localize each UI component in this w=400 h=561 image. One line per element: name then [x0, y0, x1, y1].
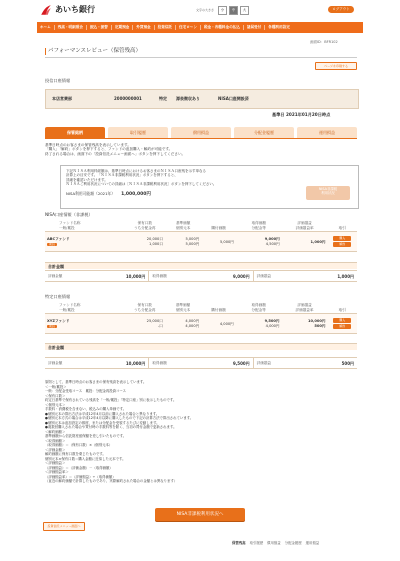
col-trade — [328, 220, 358, 232]
units-value: 25,000口 — [146, 319, 163, 324]
footer-link-investment-pl[interactable]: 運用損益 — [305, 541, 320, 545]
notes — [45, 380, 357, 484]
purchase-cell — [201, 314, 236, 334]
col-price-line: 個別元本 — [175, 307, 191, 312]
total-label: 評価金額 — [48, 360, 63, 365]
description — [45, 143, 345, 156]
footer-link-distribution-history[interactable]: 分配金履歴 — [284, 541, 302, 545]
col-purchase-line: 購付価額 — [211, 307, 226, 312]
nav-item-housing-loan[interactable]: 住宅ローン — [176, 25, 201, 29]
col-valuation-line: 分配金等 — [251, 307, 266, 312]
price-sub-value: 5,000円 — [185, 241, 200, 246]
col-profit-line: 評価損益率 — [295, 307, 314, 312]
table-row — [45, 314, 357, 334]
price-value: 5,000円 — [185, 237, 200, 242]
sell-button[interactable]: 解約 — [333, 242, 351, 247]
fund-cell — [45, 314, 125, 334]
total-value: 9,500円 — [233, 360, 250, 366]
footer-links — [232, 541, 319, 545]
total-value: 10,000円 — [125, 273, 146, 279]
units-sub-value: 1,000口 — [149, 241, 163, 246]
note-line: （直近の解約価額で計算したものであり、実際解約された場合の金額とは異なります） — [45, 479, 178, 484]
account-section-title: 投信口座情報 — [45, 78, 71, 83]
nisa-total-row — [45, 270, 357, 282]
note-line: 約定日基準で保有されている残高を「一般/累投」「特定口座」別に表示したものです。 — [45, 398, 177, 403]
nisa-limit — [66, 192, 151, 198]
note-line: ＜取得価額＞ — [45, 438, 66, 443]
col-price-line: 基準価額 — [175, 221, 191, 225]
col-price-line: 個別元本 — [175, 225, 191, 230]
col-fund-line: ファンド名称 — [59, 221, 81, 225]
profit-value: 1,000円 — [310, 239, 326, 244]
table-row — [45, 232, 357, 252]
font-size-control — [196, 6, 249, 15]
note-line: 原則として、基準日時点のお客さまの保有残高を表示しています。 — [45, 380, 147, 384]
buy-button[interactable]: 購入 — [333, 318, 351, 323]
sell-button[interactable]: 解約 — [333, 324, 351, 329]
col-profit-line: 評価損益 — [297, 303, 312, 307]
profit-sub-value: 500円 — [314, 323, 326, 328]
valuation-sub-value: 4,500円 — [265, 241, 280, 246]
print-page-button[interactable]: ページを印刷する — [315, 62, 357, 70]
units-cell — [125, 232, 165, 252]
col-trade-line: 取引 — [338, 307, 346, 312]
nav-item-time-deposit[interactable]: 定期預金 — [112, 25, 133, 29]
tab-trade-history[interactable]: 取引履歴 — [108, 127, 168, 138]
note-line: （評価損益）＝（評価金額）－（取得価額） — [45, 465, 113, 470]
col-profit-line: 評価損益 — [297, 221, 312, 225]
col-trade-line: 取引 — [338, 225, 346, 230]
col-profit — [282, 302, 328, 314]
trade-cell — [327, 314, 357, 334]
nisa-limit-value: 1,000,000円 — [121, 192, 151, 197]
nav-item-fx-deposit[interactable]: 外貨預金 — [133, 25, 154, 29]
note-line: 一般：分配金受取コース 累投：分配金再投資コース — [45, 389, 127, 394]
total-cell — [45, 271, 149, 281]
purchase-cell — [201, 232, 236, 252]
note-line: 解約価額に保有口数を乗じたものです。 — [45, 452, 106, 457]
description-line: 基準日時点のお客さまの保管残高を表示しています。 — [45, 143, 131, 147]
description-line: 「購入」「解約」ボタンを押下すると、ファンドの追加購入・解約が可能です。 — [45, 147, 173, 152]
col-profit-line: 評価損益率 — [295, 225, 314, 230]
tab-distribution-history[interactable]: 分配金履歴 — [234, 127, 294, 138]
note-line: ●複数回購入された場合や買付時の手数料等を除く、当初の買付金額で更新されます。 — [45, 425, 177, 430]
total-label: 取得価額 — [152, 273, 167, 278]
col-purchase-line: 購付価額 — [211, 225, 226, 230]
units-value: 20,000口 — [146, 237, 163, 242]
footer-link-trade-history[interactable]: 取引履歴 — [249, 541, 264, 545]
col-units-line: 保有口数 — [137, 303, 152, 307]
note-line: 手数料・消費税を含まない、税込みの購入単価です。 — [45, 407, 127, 412]
units-cell — [125, 314, 165, 334]
note-line: ●個別元本の算出方法は平成12年4月以前に購入された場合と異なります。 — [45, 411, 160, 416]
logout-button[interactable]: ログアウト — [328, 6, 354, 13]
special-section-title: 特定口座情報 — [45, 294, 71, 299]
note-line: ＜保有口数＞ — [45, 393, 66, 398]
col-trade — [327, 302, 357, 314]
nisa-note-line: 詳細を確認いただけます。 — [66, 177, 108, 182]
tab-realized-pl[interactable]: 償用損益 — [171, 127, 231, 138]
valuation-value: 9,500円 — [264, 319, 280, 324]
back-to-menu-button[interactable]: 投資信託メニュー画面へ — [43, 522, 85, 531]
note-line: ＜一般/累投＞ — [45, 384, 67, 389]
total-label: 取得価額 — [152, 360, 167, 365]
font-size-small-button[interactable]: 小 — [218, 6, 227, 15]
valuation-value: 9,000円 — [264, 237, 280, 242]
col-valuation — [236, 220, 282, 232]
special-holdings-table — [45, 302, 357, 334]
nav-item-notifications[interactable]: 諸届受付 — [244, 25, 265, 29]
tab-underline — [45, 138, 357, 139]
bank-logo[interactable] — [40, 4, 95, 16]
col-purchase — [201, 302, 236, 314]
col-price — [165, 220, 201, 232]
col-valuation — [236, 302, 282, 314]
nisa-note-text — [66, 169, 216, 187]
note-line: 基準価額から信託財産留保額を差し引いたものです。 — [45, 434, 127, 439]
total-cell — [149, 271, 253, 281]
special-total-title: 合計金額 — [45, 343, 357, 350]
note-line: （評価損益率）＝（評価損益）÷（取得価額） — [45, 474, 116, 479]
price-value: 4,000円 — [185, 319, 200, 324]
nisa-note-line: 下記ＮＩＳＡ利用枠総額は、基準日時点におけるお客さまのＮＩＳＡ口座残を示す単なる — [66, 169, 206, 173]
special-total-row — [45, 357, 357, 369]
valuation-sub-value: 4,000円 — [265, 323, 280, 328]
bank-logo-icon — [40, 4, 52, 16]
col-units — [125, 302, 165, 314]
nisa-note-line: 計算上の目安です。「ＮＩＳＡ非課税利用状況」ボタンを押下すると、 — [66, 173, 178, 178]
col-units — [125, 220, 165, 232]
fund-cell — [45, 232, 125, 252]
nisa-limit-label: NISA利用可能額（2021年） — [66, 191, 116, 197]
total-label: 評価損益 — [256, 360, 272, 365]
total-value: 9,000円 — [233, 273, 250, 279]
total-value: 500円 — [341, 360, 354, 366]
purchase-value: 5,000円 — [219, 239, 234, 244]
nisa-usage-button-line: NISA非課税 — [318, 187, 338, 191]
note-line: ＜個別元本＞ — [45, 402, 66, 407]
valuation-cell — [236, 232, 282, 252]
table-header-row — [45, 302, 357, 314]
col-units-line: うち分配金再 — [133, 225, 156, 230]
col-fund-line: 一般/累投 — [59, 307, 75, 312]
price-cell — [165, 232, 201, 252]
bank-name: あいち銀行 — [55, 5, 95, 14]
col-valuation-line: 分配金等 — [251, 225, 266, 230]
nisa-note-line: ＮＩＳＡご利用状況についての詳細は［ＮＩＳＡ非課税利用状況］ボタンを押下してください。 — [66, 182, 217, 187]
price-sub-value: 4,000円 — [185, 323, 200, 328]
note-line: 個別元本×保有口数＝購入金額に近似した元本です。 — [45, 456, 126, 461]
nav-item-balance[interactable]: 残高・明細照会 — [55, 25, 87, 29]
tab-bar — [45, 127, 357, 138]
price-cell — [165, 314, 201, 334]
nav-item-investment-trust[interactable]: 投資信託 — [155, 25, 176, 29]
note-line: ●個別元本は追加設定の都度、または分配金を受領するたびに変動します。 — [45, 420, 160, 425]
total-cell — [254, 271, 357, 281]
total-cell — [45, 358, 149, 368]
col-price — [165, 302, 201, 314]
col-fund — [45, 302, 125, 314]
base-date: 基準日 2021年01月20日時点 — [272, 112, 331, 117]
nisa-total-title: 合計金額 — [45, 262, 357, 269]
fund-tag: 累投 — [49, 241, 56, 246]
account-withholding: 源泉徴収あり — [176, 96, 200, 101]
note-line: ＜解約価額＞ — [45, 429, 66, 434]
fund-name[interactable]: XYZファンド — [47, 319, 70, 324]
nav-item-transfer[interactable]: 振込・振替 — [87, 25, 112, 29]
col-units-line: 保有口数 — [137, 221, 152, 225]
col-fund-line: ファンド名称 — [59, 303, 81, 307]
title-divider — [45, 57, 357, 58]
total-label: 評価金額 — [48, 273, 63, 278]
description-line: 終了される場合は、画面下の「投資信託メニュー画面へ」ボタンを押下してください。 — [45, 151, 186, 156]
note-line: ●個別元本方式の場合は平成12年4月以降に購入したもので下記の計算方法で算出されています。 — [45, 416, 194, 421]
font-size-large-button[interactable]: 大 — [240, 6, 249, 15]
fund-tag: 累投 — [49, 323, 56, 328]
col-valuation-line: 取得価額 — [251, 221, 266, 225]
profit-value: 10,000円 — [308, 319, 326, 324]
units-sub-value: -口 — [157, 323, 163, 328]
valuation-cell — [236, 314, 282, 334]
nisa-usage-button-line: 利用状況 — [321, 191, 335, 196]
total-cell — [149, 358, 253, 368]
col-profit — [282, 220, 328, 232]
col-fund — [45, 220, 125, 232]
fund-name[interactable]: ABCファンド — [47, 237, 70, 242]
account-type: 特定 — [159, 96, 167, 101]
note-line: ＜評価金額＞ — [45, 447, 66, 452]
buy-button[interactable]: 購入 — [333, 236, 351, 241]
purchase-value: 4,000円 — [219, 321, 234, 326]
profit-cell — [282, 232, 328, 252]
col-purchase — [201, 220, 236, 232]
tab-holdings[interactable]: 保管銘柄 — [45, 127, 105, 138]
col-units-line: うち分配金再 — [133, 307, 156, 312]
nisa-usage-button[interactable] — [306, 186, 350, 200]
nisa-note-box — [60, 165, 359, 209]
screen-id: 画面ID：BFR102 — [310, 40, 338, 44]
note-line: ＜評価損益＞ — [45, 461, 66, 466]
nav-item-tax-payment[interactable]: 税金・各種料金の払込 — [201, 25, 244, 29]
account-info — [45, 89, 359, 109]
col-fund-line: 一般/累投 — [59, 225, 75, 230]
table-header-row — [45, 220, 357, 232]
note-line: （取得価額）＝（保有口数）×（個別元本） — [45, 443, 113, 448]
footer-link-holdings[interactable]: 保管残高 — [232, 541, 246, 545]
nav-item-home[interactable]: ホーム — [37, 25, 55, 29]
total-value: 1,000円 — [337, 273, 354, 279]
profit-cell — [282, 314, 328, 334]
footer-link-realized-pl[interactable]: 償用損益 — [267, 541, 281, 545]
header — [0, 0, 400, 20]
font-size-label: 文字の大きさ — [196, 7, 215, 12]
account-number: 2000000001 — [114, 96, 142, 101]
total-cell — [254, 358, 357, 368]
total-value: 10,000円 — [125, 360, 146, 366]
note-line: ＜評価損益率＞ — [45, 470, 69, 475]
col-valuation-line: 取得価額 — [251, 303, 266, 307]
trade-cell — [328, 232, 358, 252]
nisa-section-title: NISA口座情報（非課税） — [45, 212, 93, 217]
account-nisa-status: NISA口座開設済 — [218, 96, 249, 101]
global-nav — [37, 22, 363, 33]
col-price-line: 基準価額 — [175, 303, 191, 307]
font-size-medium-button[interactable]: 中 — [229, 6, 238, 15]
nisa-usage-cta-button[interactable]: NISA非課税利用状況へ — [155, 508, 245, 521]
nav-item-settings[interactable]: 各種利用設定 — [268, 25, 290, 30]
tab-investment-pl[interactable]: 運用損益 — [297, 127, 357, 138]
page-title: パフォーマンスレビュー（保管残高） — [45, 48, 141, 55]
account-branch: 本店営業部 — [52, 96, 72, 101]
total-label: 評価損益 — [256, 273, 272, 278]
nisa-holdings-table — [45, 220, 357, 252]
